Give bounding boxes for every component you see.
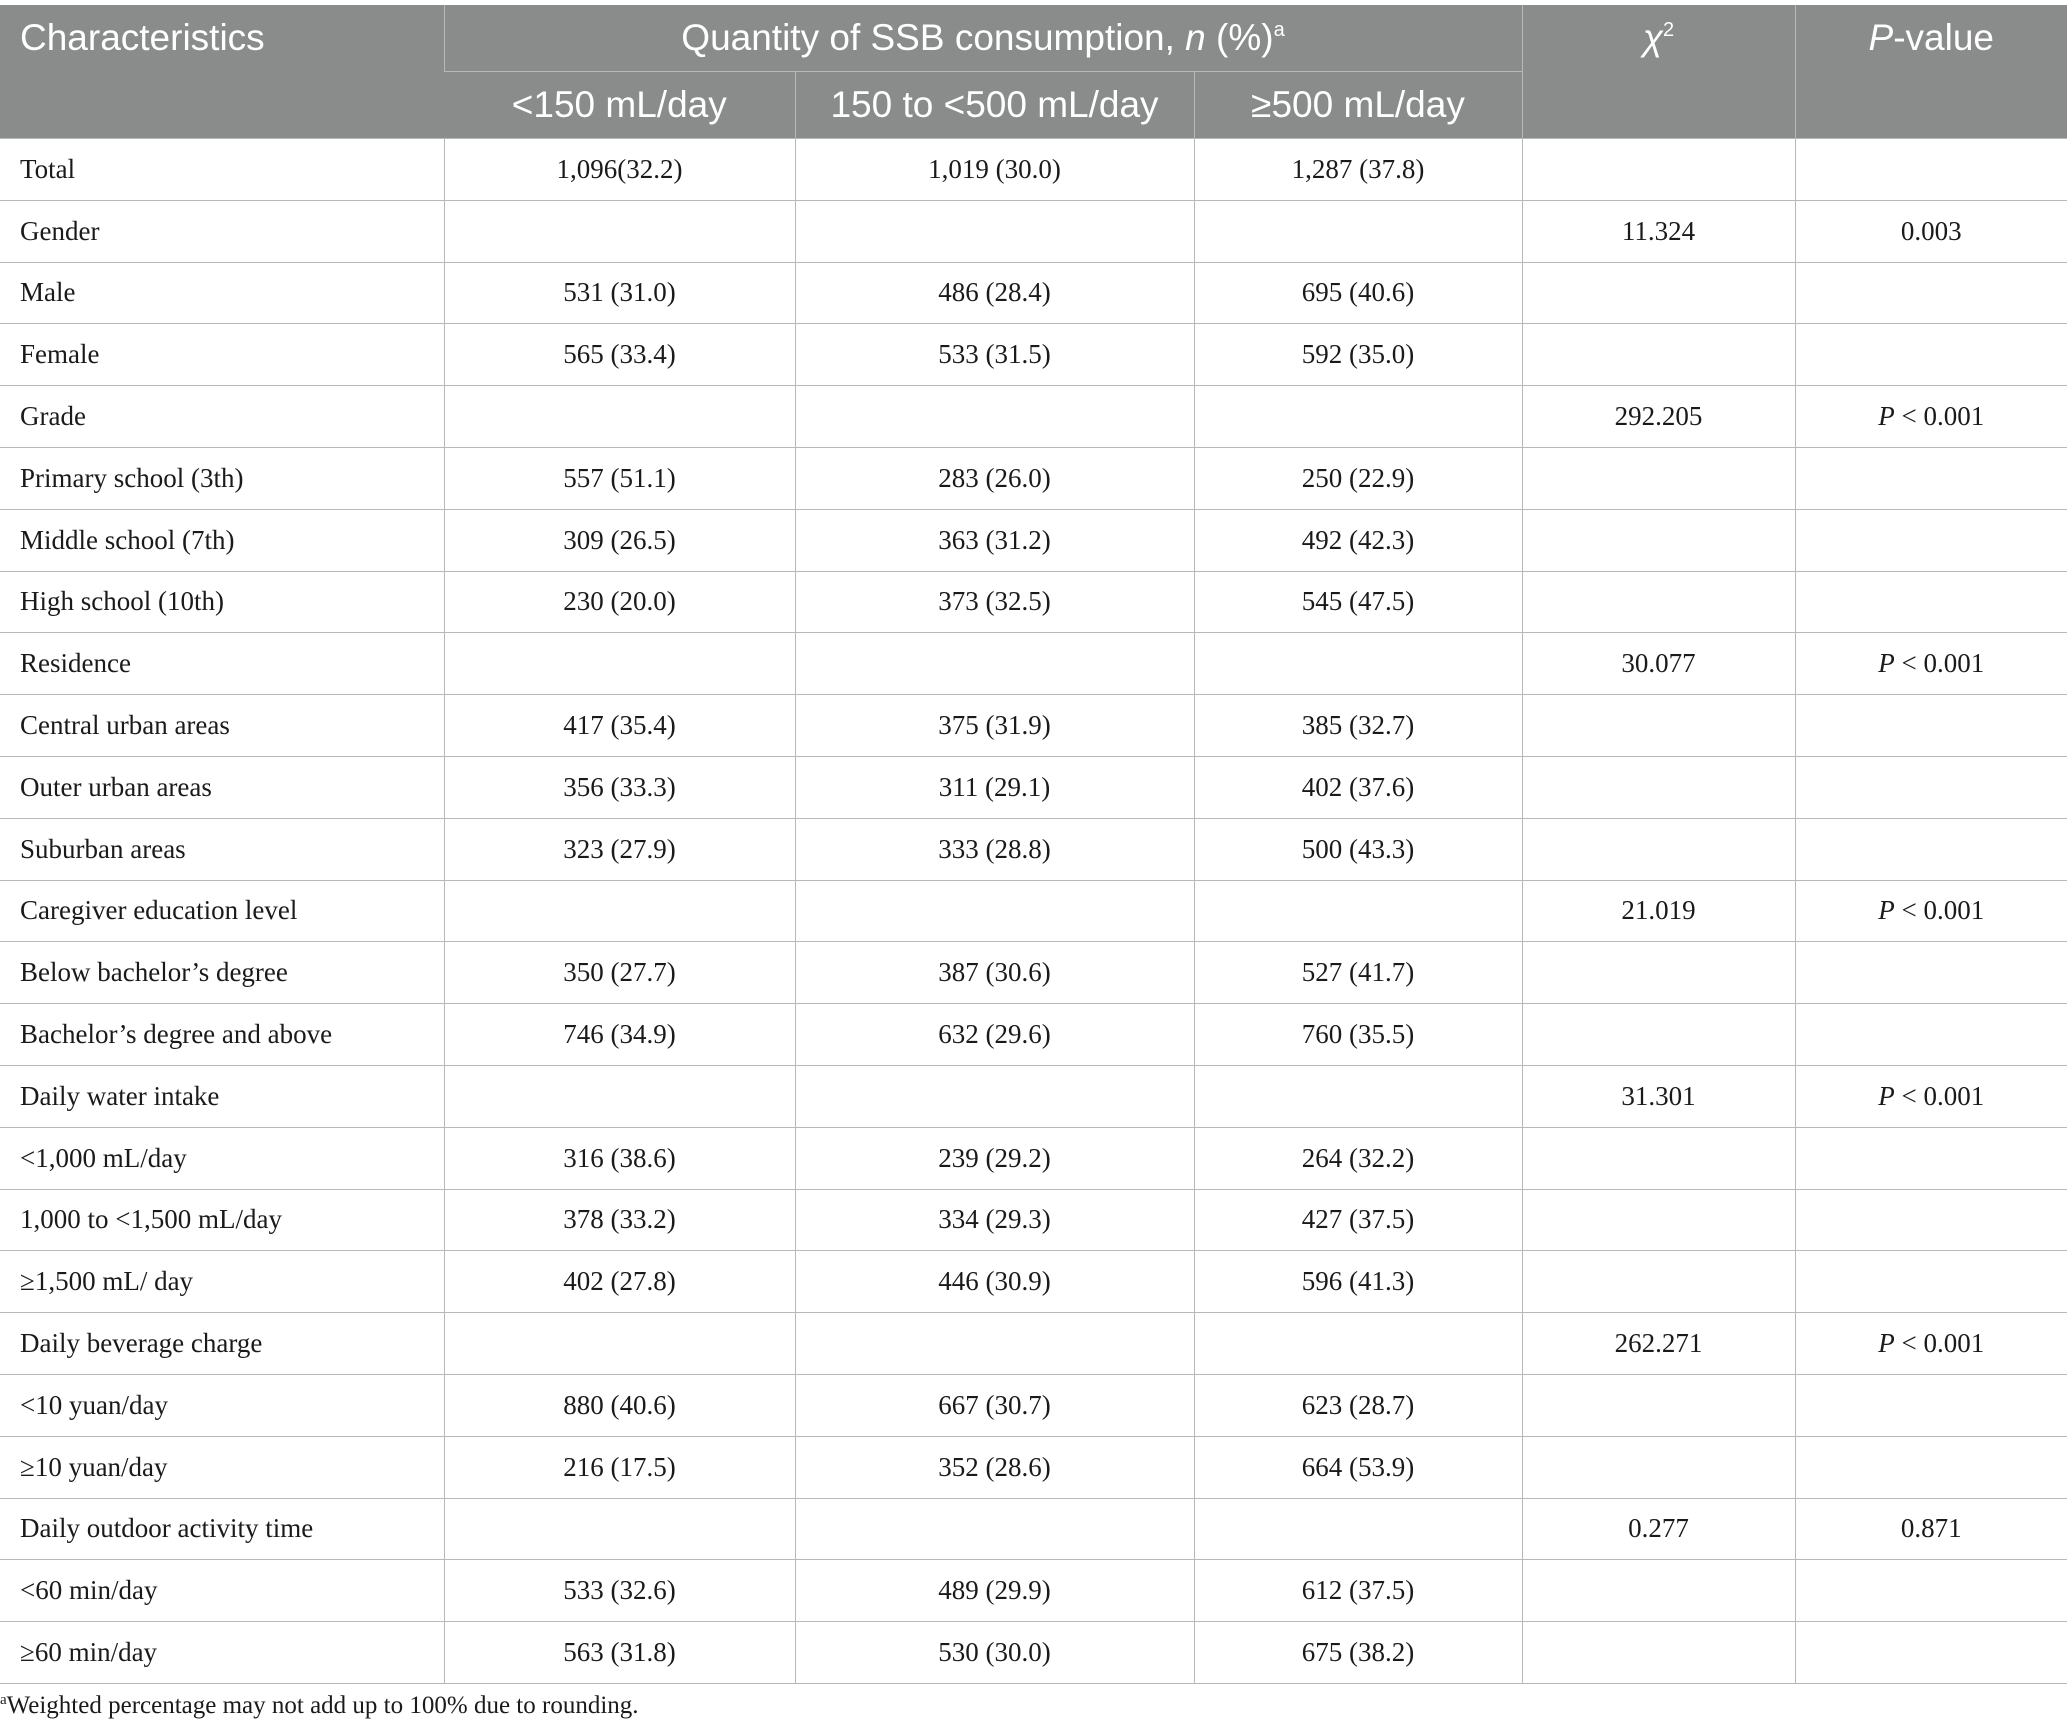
cell-characteristic: Daily outdoor activity time — [0, 1498, 444, 1560]
cell-gte-500: 1,287 (37.8) — [1194, 139, 1522, 201]
table-row — [0, 942, 2067, 1004]
cell-p-value — [1795, 509, 2067, 571]
cell-p-value — [1795, 1374, 2067, 1436]
cell-characteristic: Gender — [0, 200, 444, 262]
cell-gte-500 — [1194, 633, 1522, 695]
table-footnote — [0, 1692, 639, 1720]
cell-characteristic: 1,000 to <1,500 mL/day — [0, 1189, 444, 1251]
table-row — [0, 509, 2067, 571]
cell-characteristic: <1,000 mL/day — [0, 1127, 444, 1189]
cell-150-to-500 — [795, 386, 1194, 448]
table-row — [0, 633, 2067, 695]
cell-gte-500: 612 (37.5) — [1194, 1560, 1522, 1622]
cell-gte-500: 250 (22.9) — [1194, 447, 1522, 509]
group-title-n: n — [1185, 17, 1206, 58]
cell-characteristic: <10 yuan/day — [0, 1374, 444, 1436]
table-header — [0, 5, 2067, 139]
cell-p-value: P < 0.001 — [1795, 1313, 2067, 1375]
table-row — [0, 1313, 2067, 1375]
table-row — [0, 571, 2067, 633]
cell-p-value — [1795, 1004, 2067, 1066]
cell-gte-500: 527 (41.7) — [1194, 942, 1522, 1004]
cell-characteristic: Female — [0, 324, 444, 386]
header-p-value — [1795, 5, 2067, 139]
cell-p-value — [1795, 571, 2067, 633]
cell-characteristic: Primary school (3th) — [0, 447, 444, 509]
header-chi-square — [1522, 5, 1795, 139]
cell-150-to-500 — [795, 200, 1194, 262]
cell-chi-square: 31.301 — [1522, 1065, 1795, 1127]
cell-gte-500: 492 (42.3) — [1194, 509, 1522, 571]
cell-chi-square — [1522, 756, 1795, 818]
cell-150-to-500: 667 (30.7) — [795, 1374, 1194, 1436]
cell-chi-square — [1522, 1436, 1795, 1498]
group-title-footnote-mark: a — [1273, 19, 1285, 41]
table-row — [0, 139, 2067, 201]
cell-chi-square — [1522, 1560, 1795, 1622]
cell-lt-150: 316 (38.6) — [444, 1127, 795, 1189]
table-row — [0, 1498, 2067, 1560]
cell-150-to-500: 1,019 (30.0) — [795, 139, 1194, 201]
cell-chi-square — [1522, 1374, 1795, 1436]
cell-characteristic: Residence — [0, 633, 444, 695]
cell-chi-square: 11.324 — [1522, 200, 1795, 262]
cell-chi-square: 292.205 — [1522, 386, 1795, 448]
cell-150-to-500: 363 (31.2) — [795, 509, 1194, 571]
table-row — [0, 447, 2067, 509]
table-body — [0, 139, 2067, 1684]
table-row — [0, 1004, 2067, 1066]
cell-150-to-500: 239 (29.2) — [795, 1127, 1194, 1189]
cell-lt-150 — [444, 1313, 795, 1375]
cell-150-to-500: 334 (29.3) — [795, 1189, 1194, 1251]
cell-lt-150: 557 (51.1) — [444, 447, 795, 509]
p-rest: -value — [1893, 17, 1994, 58]
cell-chi-square — [1522, 1251, 1795, 1313]
cell-p-value — [1795, 139, 2067, 201]
cell-chi-square — [1522, 324, 1795, 386]
cell-chi-square: 0.277 — [1522, 1498, 1795, 1560]
cell-p-value — [1795, 447, 2067, 509]
cell-chi-square — [1522, 1189, 1795, 1251]
cell-chi-square — [1522, 571, 1795, 633]
cell-p-value — [1795, 695, 2067, 757]
cell-lt-150: 356 (33.3) — [444, 756, 795, 818]
cell-p-value — [1795, 942, 2067, 1004]
cell-chi-square — [1522, 139, 1795, 201]
table-row — [0, 200, 2067, 262]
cell-p-value — [1795, 1251, 2067, 1313]
table-row — [0, 880, 2067, 942]
cell-150-to-500: 283 (26.0) — [795, 447, 1194, 509]
header-group-title — [444, 5, 1522, 72]
cell-p-value — [1795, 1622, 2067, 1684]
cell-150-to-500: 489 (29.9) — [795, 1560, 1194, 1622]
cell-lt-150: 216 (17.5) — [444, 1436, 795, 1498]
cell-characteristic: Middle school (7th) — [0, 509, 444, 571]
cell-gte-500: 427 (37.5) — [1194, 1189, 1522, 1251]
p-italic: P — [1868, 17, 1894, 58]
cell-p-value: P < 0.001 — [1795, 386, 2067, 448]
cell-lt-150: 533 (32.6) — [444, 1560, 795, 1622]
cell-characteristic: Bachelor’s degree and above — [0, 1004, 444, 1066]
cell-p-value — [1795, 1127, 2067, 1189]
table-container — [0, 5, 2067, 1684]
cell-characteristic: ≥1,500 mL/ day — [0, 1251, 444, 1313]
cell-characteristic: Outer urban areas — [0, 756, 444, 818]
group-title-text: Quantity of SSB consumption, — [681, 17, 1186, 58]
cell-p-value: 0.003 — [1795, 200, 2067, 262]
cell-chi-square — [1522, 942, 1795, 1004]
cell-lt-150: 531 (31.0) — [444, 262, 795, 324]
cell-lt-150: 309 (26.5) — [444, 509, 795, 571]
cell-150-to-500: 375 (31.9) — [795, 695, 1194, 757]
cell-150-to-500 — [795, 1313, 1194, 1375]
table-row — [0, 818, 2067, 880]
cell-gte-500 — [1194, 1498, 1522, 1560]
table-row — [0, 1189, 2067, 1251]
cell-p-value — [1795, 1436, 2067, 1498]
cell-chi-square — [1522, 818, 1795, 880]
cell-characteristic: Grade — [0, 386, 444, 448]
cell-characteristic: Total — [0, 139, 444, 201]
cell-gte-500: 664 (53.9) — [1194, 1436, 1522, 1498]
cell-150-to-500: 387 (30.6) — [795, 942, 1194, 1004]
cell-lt-150: 230 (20.0) — [444, 571, 795, 633]
cell-characteristic: High school (10th) — [0, 571, 444, 633]
cell-lt-150: 563 (31.8) — [444, 1622, 795, 1684]
cell-150-to-500: 533 (31.5) — [795, 324, 1194, 386]
cell-gte-500 — [1194, 386, 1522, 448]
cell-gte-500: 675 (38.2) — [1194, 1622, 1522, 1684]
cell-150-to-500 — [795, 1065, 1194, 1127]
cell-chi-square — [1522, 509, 1795, 571]
footnote-text: Weighted percentage may not add up to 100% due to rounding. — [6, 1692, 639, 1719]
table-row — [0, 1560, 2067, 1622]
cell-p-value: P < 0.001 — [1795, 633, 2067, 695]
cell-chi-square: 21.019 — [1522, 880, 1795, 942]
chi-superscript: 2 — [1663, 19, 1675, 41]
cell-characteristic: Male — [0, 262, 444, 324]
table-row — [0, 756, 2067, 818]
cell-lt-150: 402 (27.8) — [444, 1251, 795, 1313]
table-row — [0, 1436, 2067, 1498]
cell-lt-150: 880 (40.6) — [444, 1374, 795, 1436]
cell-gte-500: 760 (35.5) — [1194, 1004, 1522, 1066]
cell-gte-500: 695 (40.6) — [1194, 262, 1522, 324]
cell-chi-square: 262.271 — [1522, 1313, 1795, 1375]
cell-lt-150 — [444, 633, 795, 695]
cell-p-value — [1795, 756, 2067, 818]
cell-lt-150 — [444, 1498, 795, 1560]
cell-lt-150 — [444, 1065, 795, 1127]
cell-150-to-500: 333 (28.8) — [795, 818, 1194, 880]
chi-symbol: χ — [1642, 17, 1664, 58]
cell-chi-square — [1522, 1004, 1795, 1066]
table-row — [0, 1065, 2067, 1127]
cell-lt-150: 350 (27.7) — [444, 942, 795, 1004]
cell-characteristic: Caregiver education level — [0, 880, 444, 942]
table-row — [0, 695, 2067, 757]
cell-gte-500 — [1194, 880, 1522, 942]
cell-150-to-500: 446 (30.9) — [795, 1251, 1194, 1313]
cell-characteristic: ≥60 min/day — [0, 1622, 444, 1684]
cell-chi-square: 30.077 — [1522, 633, 1795, 695]
cell-gte-500: 596 (41.3) — [1194, 1251, 1522, 1313]
table-row — [0, 324, 2067, 386]
cell-150-to-500: 632 (29.6) — [795, 1004, 1194, 1066]
cell-lt-150: 746 (34.9) — [444, 1004, 795, 1066]
footnote-mark: a — [0, 1692, 7, 1708]
table-row — [0, 1622, 2067, 1684]
cell-gte-500: 500 (43.3) — [1194, 818, 1522, 880]
cell-gte-500: 385 (32.7) — [1194, 695, 1522, 757]
cell-characteristic: Daily water intake — [0, 1065, 444, 1127]
cell-gte-500 — [1194, 1313, 1522, 1375]
cell-p-value — [1795, 324, 2067, 386]
cell-150-to-500 — [795, 1498, 1194, 1560]
cell-characteristic: Daily beverage charge — [0, 1313, 444, 1375]
cell-gte-500: 545 (47.5) — [1194, 571, 1522, 633]
cell-characteristic: <60 min/day — [0, 1560, 444, 1622]
table-row — [0, 386, 2067, 448]
table-row — [0, 1374, 2067, 1436]
cell-characteristic: Central urban areas — [0, 695, 444, 757]
cell-p-value: P < 0.001 — [1795, 880, 2067, 942]
header-subcol-high: ≥500 mL/day — [1194, 72, 1522, 139]
cell-characteristic: Suburban areas — [0, 818, 444, 880]
cell-150-to-500: 311 (29.1) — [795, 756, 1194, 818]
cell-p-value — [1795, 262, 2067, 324]
cell-gte-500: 264 (32.2) — [1194, 1127, 1522, 1189]
cell-lt-150 — [444, 200, 795, 262]
cell-150-to-500: 530 (30.0) — [795, 1622, 1194, 1684]
cell-gte-500: 592 (35.0) — [1194, 324, 1522, 386]
table-row — [0, 262, 2067, 324]
cell-lt-150 — [444, 880, 795, 942]
cell-p-value — [1795, 1560, 2067, 1622]
cell-p-value — [1795, 1189, 2067, 1251]
cell-lt-150 — [444, 386, 795, 448]
table-row — [0, 1251, 2067, 1313]
cell-150-to-500 — [795, 880, 1194, 942]
cell-chi-square — [1522, 1622, 1795, 1684]
cell-gte-500 — [1194, 1065, 1522, 1127]
cell-lt-150: 378 (33.2) — [444, 1189, 795, 1251]
cell-characteristic: Below bachelor’s degree — [0, 942, 444, 1004]
cell-gte-500: 623 (28.7) — [1194, 1374, 1522, 1436]
cell-chi-square — [1522, 695, 1795, 757]
cell-150-to-500 — [795, 633, 1194, 695]
cell-lt-150: 1,096(32.2) — [444, 139, 795, 201]
table-row — [0, 1127, 2067, 1189]
group-title-percent: (%) — [1205, 17, 1274, 58]
cell-chi-square — [1522, 1127, 1795, 1189]
cell-lt-150: 323 (27.9) — [444, 818, 795, 880]
cell-150-to-500: 352 (28.6) — [795, 1436, 1194, 1498]
cell-characteristic: ≥10 yuan/day — [0, 1436, 444, 1498]
cell-p-value — [1795, 818, 2067, 880]
cell-lt-150: 417 (35.4) — [444, 695, 795, 757]
cell-p-value: 0.871 — [1795, 1498, 2067, 1560]
header-subcol-low: <150 mL/day — [444, 72, 795, 139]
cell-gte-500 — [1194, 200, 1522, 262]
cell-gte-500: 402 (37.6) — [1194, 756, 1522, 818]
cell-lt-150: 565 (33.4) — [444, 324, 795, 386]
header-characteristics: Characteristics — [0, 5, 444, 139]
ssb-consumption-table — [0, 5, 2067, 1684]
cell-150-to-500: 373 (32.5) — [795, 571, 1194, 633]
header-subcol-mid: 150 to <500 mL/day — [795, 72, 1194, 139]
cell-chi-square — [1522, 447, 1795, 509]
cell-chi-square — [1522, 262, 1795, 324]
cell-p-value: P < 0.001 — [1795, 1065, 2067, 1127]
cell-150-to-500: 486 (28.4) — [795, 262, 1194, 324]
